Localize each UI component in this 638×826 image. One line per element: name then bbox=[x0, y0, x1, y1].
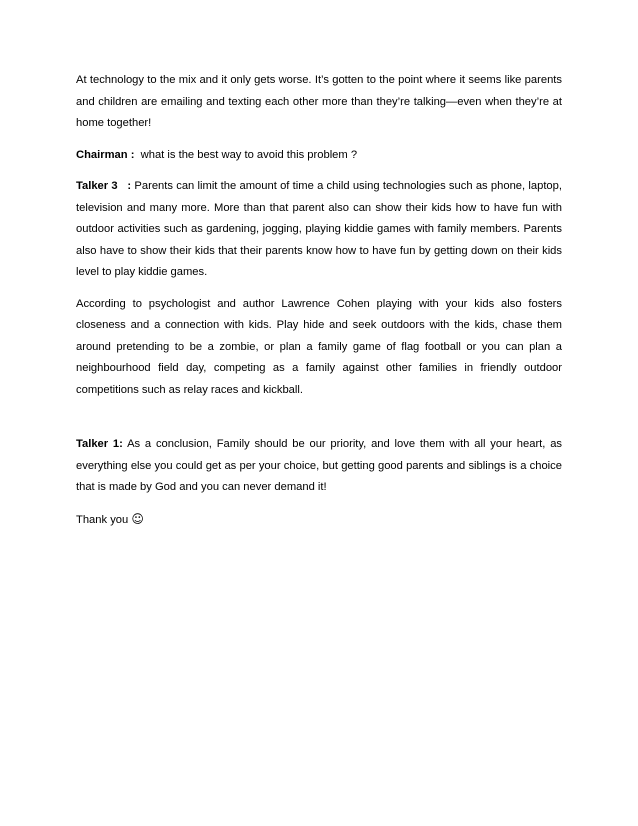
talker3-paragraph bbox=[76, 176, 562, 284]
thanks-text: Thank you bbox=[76, 513, 132, 526]
smiley-icon: ☺ bbox=[131, 511, 144, 526]
chairman-speaker-label: Chairman : bbox=[76, 148, 135, 161]
intro-paragraph: At technology to the mix and it only gets worse. It’s gotten to the point where it seems like parents and children are emailing and texting each other more than they’re talking—even when they’re at home together! bbox=[76, 74, 562, 129]
talker1-speaker-label: Talker 1: bbox=[76, 438, 123, 450]
thanks-paragraph bbox=[76, 509, 562, 532]
chairman-paragraph bbox=[76, 145, 562, 167]
chairman-question-text: what is the best way to avoid this problem ? bbox=[134, 148, 358, 161]
talker1-paragraph bbox=[76, 434, 562, 499]
talker3-speaker-label: Talker 3 : bbox=[76, 180, 132, 192]
talker1-text: As a conclusion, Family should be our priority, and love them with all your heart, as everything else you could get as per your choice, but getting good parents and siblings is a choice that is made by God and you can never demand it! bbox=[76, 438, 563, 493]
document-page bbox=[76, 70, 562, 541]
talker3-text: Parents can limit the amount of time a child using technologies such as phone, laptop, television and many more. More than that parent also can show their kids how to have fun with outdoor activities such as gardening, jogging, playing kiddie games with family members. Parents also have to show their kids that their parents know how to have fun by getting down on their kids level to play kiddie games. bbox=[76, 180, 562, 278]
cohen-paragraph: According to psychologist and author Lawrence Cohen playing with your kids also fosters closeness and a connection with kids. Play hide and seek outdoors with the kids, chase them around pretending to be a zombie, or plan a family game of flag football or you can plan a neighbourhood field day, competing as a family against other families in friendly outdoor competitions such as relay races and kickball. bbox=[76, 297, 562, 396]
